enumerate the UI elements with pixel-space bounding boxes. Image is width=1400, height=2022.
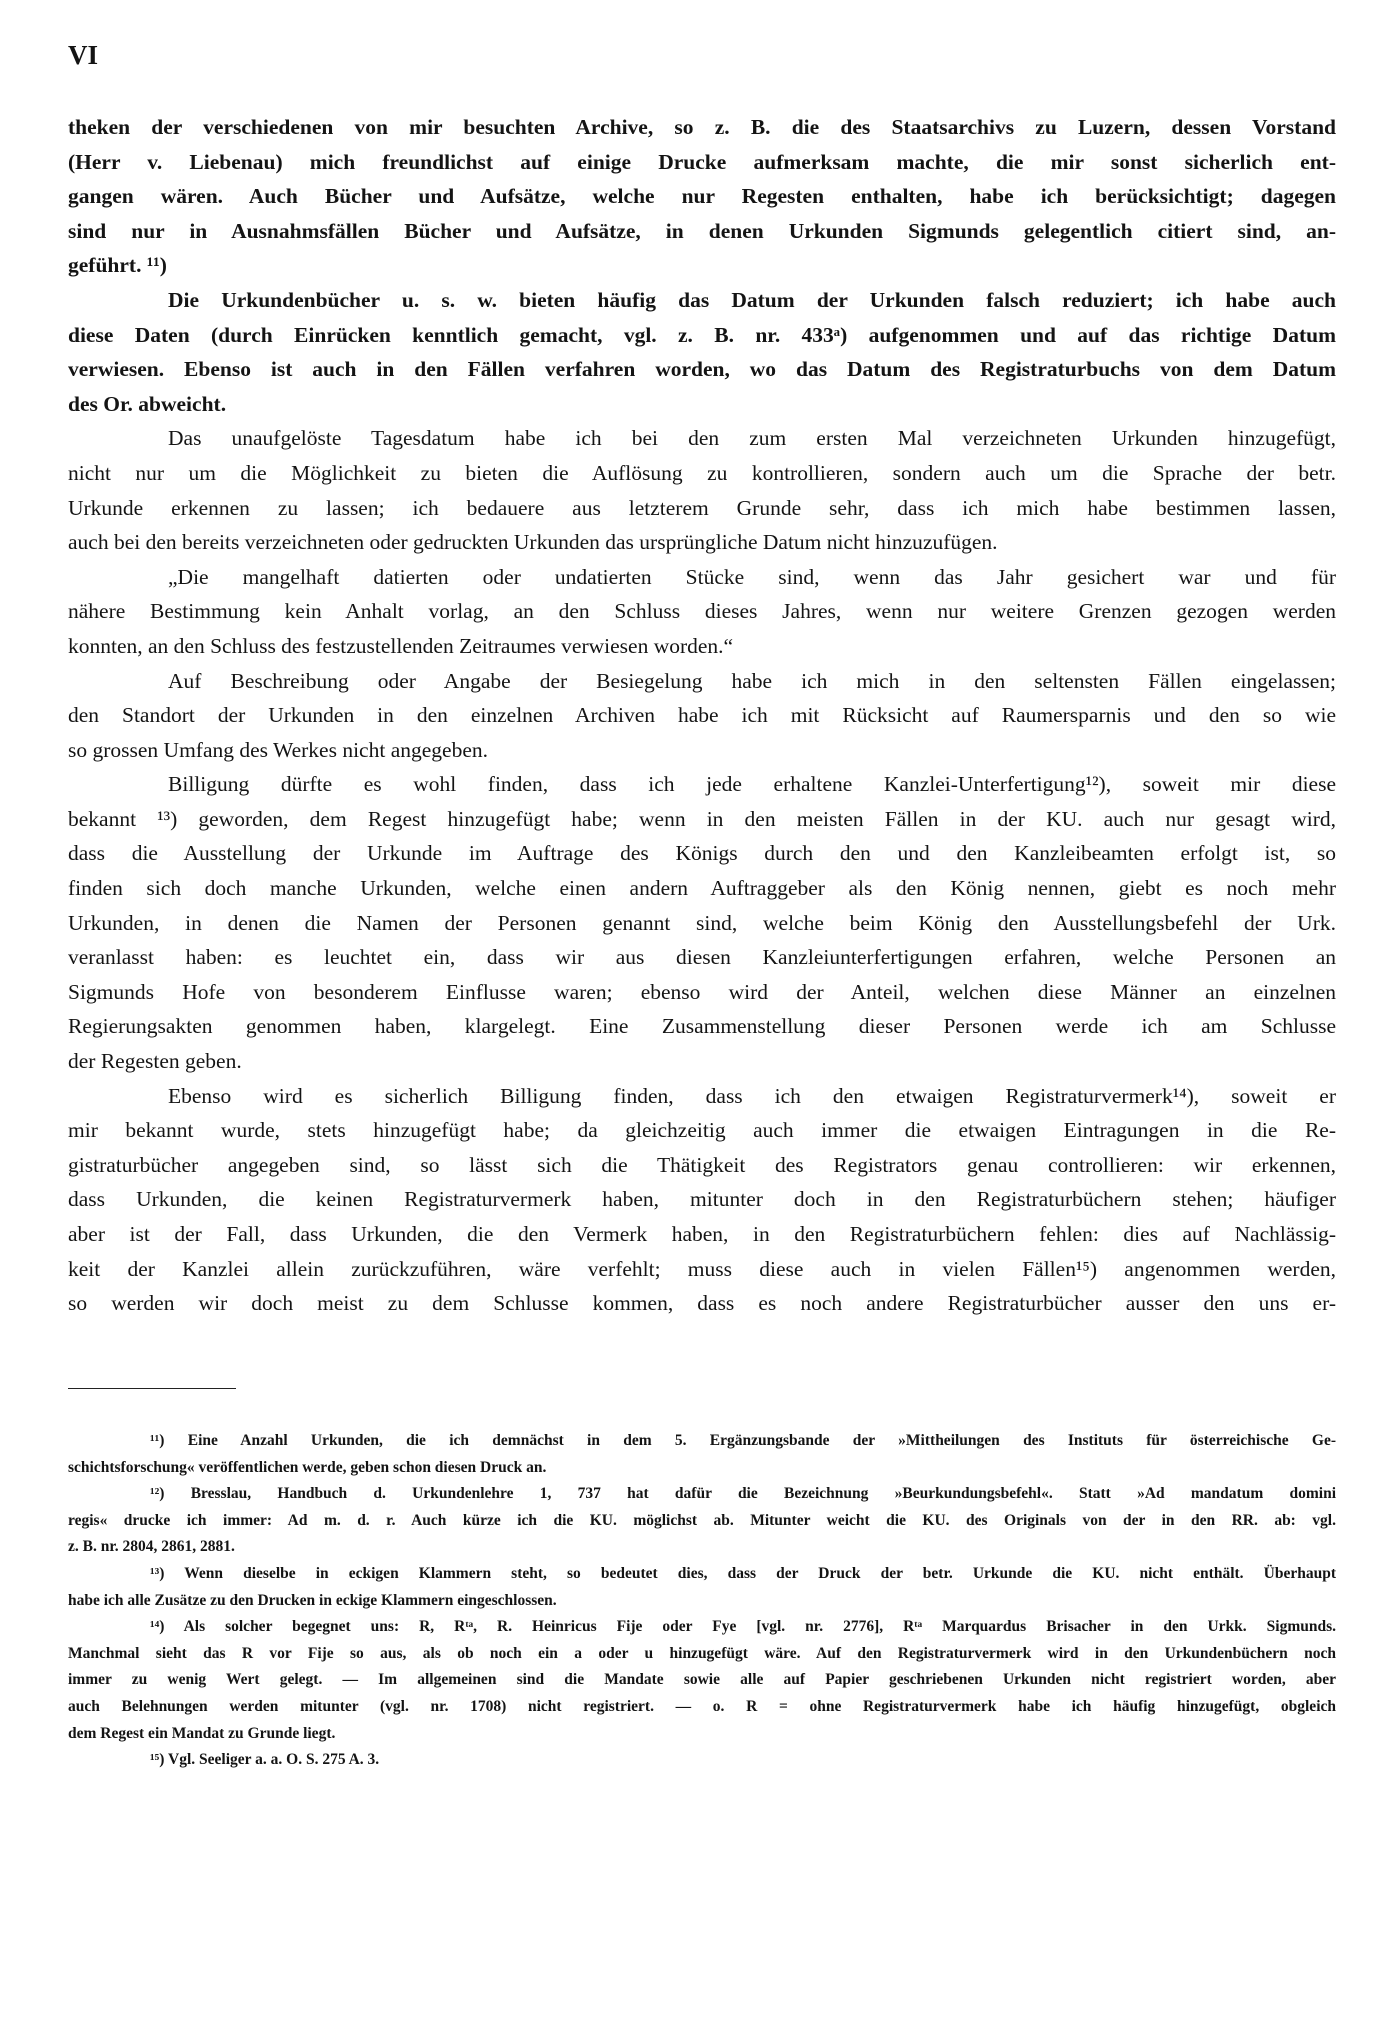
text-line: „Die mangelhaft datierten oder undatierten Stücke sind, wenn das Jahr gesichert war und für: [168, 564, 1336, 589]
text-line: Regierungsakten genommen haben, klargelegt. Eine Zusammenstellung dieser Personen werde ich am Schlusse: [68, 1014, 1336, 1039]
text-line: auch bei den bereits verzeichneten oder gedruckten Urkunden das ursprüngliche Datum nicht hinzuzufügen.: [68, 530, 998, 555]
footnote-line: Manchmal sieht das R vor Fije so aus, als ob noch ein a oder u hinzugefügt wäre. Auf den Registraturvermerk wird in den Urkundenbüchern noch: [68, 1644, 1336, 1662]
text-line: konnten, an den Schluss des festzustellenden Zeitraumes verwiesen worden.“: [68, 633, 734, 658]
text-line: gangen wären. Auch Bücher und Aufsätze, welche nur Regesten enthalten, habe ich berücksichtigt; dagegen: [68, 184, 1336, 209]
footnote-line: z. B. nr. 2804, 2861, 2881.: [68, 1538, 235, 1556]
text-line: bekannt ¹³) geworden, dem Regest hinzugefügt habe; wenn in den meisten Fällen in der KU. auch nur gesagt wird,: [68, 806, 1336, 831]
footnotes: [68, 1428, 1336, 1774]
footnote-line: immer zu wenig Wert gelegt. — Im allgemeinen sind die Mandate sowie alle auf Papier geschriebenen Urkunden nicht registriert worden, aber: [68, 1671, 1336, 1689]
footnote-line: habe ich alle Zusätze zu den Drucken in eckige Klammern eingeschlossen.: [68, 1591, 557, 1609]
text-line: veranlasst haben: es leuchtet ein, dass wir aus diesen Kanzleiunterfertigungen erfahren, welche Personen an: [68, 945, 1336, 970]
text-line: gistraturbücher angegeben sind, so lässt sich die Thätigkeit des Registrators genau controllieren: wir erkennen,: [68, 1152, 1336, 1177]
text-line: theken der verschiedenen von mir besuchten Archive, so z. B. die des Staatsarchivs zu Luzern, dessen Vorstand: [68, 115, 1336, 139]
footnote-line: ¹⁵) Vgl. Seeliger a. a. O. S. 275 A. 3.: [150, 1751, 380, 1769]
text-line: finden sich doch manche Urkunden, welche einen andern Auftraggeber als den König nennen, giebt es noch mehr: [68, 876, 1336, 901]
footnote-line: dem Regest ein Mandat zu Grunde liegt.: [68, 1724, 336, 1742]
footnote-line: ¹²) Bresslau, Handbuch d. Urkundenlehre 1, 737 hat dafür die Bezeichnung »Beurkundungsbefehl«. Statt »Ad mandatum domini: [150, 1485, 1336, 1503]
text-line: des Or. abweicht.: [68, 391, 227, 416]
text-line: Sigmunds Hofe von besonderem Einflusse waren; ebenso wird der Anteil, welchen diese Männer an einzelnen: [68, 979, 1336, 1004]
footnote-line: ¹¹) Eine Anzahl Urkunden, die ich demnächst in dem 5. Ergänzungsbande der »Mittheilungen des Instituts für österreichische Ge-: [150, 1432, 1336, 1449]
text-line: diese Daten (durch Einrücken kenntlich gemacht, vgl. z. B. nr. 433ᵃ) aufgenommen und auf das richtige Datum: [68, 322, 1336, 347]
text-line: nähere Bestimmung kein Anhalt vorlag, an den Schluss dieses Jahres, wenn nur weitere Grenzen gezogen werden: [68, 599, 1336, 624]
footnote-line: auch Belehnungen werden mitunter (vgl. nr. 1708) nicht registriert. — o. R = ohne Registraturvermerk habe ich häufig hinzugefügt, obgleich: [68, 1697, 1336, 1715]
text-line: nicht nur um die Möglichkeit zu bieten die Auflösung zu kontrollieren, sondern auch um die Sprache der betr.: [68, 460, 1336, 485]
footnote-line: regis« drucke ich immer: Ad m. d. r. Auch kürze ich die KU. möglichst ab. Mitunter weicht die KU. des Originals von der in den RR. ab: vgl.: [68, 1511, 1336, 1529]
text-line: aber ist der Fall, dass Urkunden, die den Vermerk haben, in den Registraturbüchern fehlen: dies auf Nachlässig-: [68, 1222, 1336, 1246]
footnote-line: schichtsforschung« veröffentlichen werde, geben schon diesen Druck an.: [68, 1458, 547, 1476]
footnote-separator: [68, 1388, 236, 1389]
text-line: keit der Kanzlei allein zurückzuführen, wäre verfehlt; muss diese auch in vielen Fällen¹⁵) angenommen werden,: [68, 1256, 1336, 1281]
text-line: Auf Beschreibung oder Angabe der Besiegelung habe ich mich in den seltensten Fällen eingelassen;: [168, 668, 1336, 693]
footnote-line: ¹⁴) Als solcher begegnet uns: R, Rᵗᵃ, R. Heinricus Fije oder Fye [vgl. nr. 2776], Rᵗᵃ Marquardus Brisacher in den Urkk. Sigmunds.: [150, 1618, 1336, 1636]
text-line: den Standort der Urkunden in den einzelnen Archiven habe ich mit Rücksicht auf Raumersparnis und den so wie: [68, 703, 1336, 728]
text-line: Das unaufgelöste Tagesdatum habe ich bei den zum ersten Mal verzeichneten Urkunden hinzugefügt,: [168, 426, 1336, 451]
text-line: Die Urkundenbücher u. s. w. bieten häufig das Datum der Urkunden falsch reduziert; ich habe auch: [168, 287, 1336, 312]
text-line: Urkunde erkennen zu lassen; ich bedauere aus letzterem Grunde sehr, dass ich mich habe bestimmen lassen,: [68, 495, 1336, 520]
footnote-line: ¹³) Wenn dieselbe in eckigen Klammern steht, so bedeutet dies, dass der Druck der betr. Urkunde die KU. nicht enthält. Überhaupt: [150, 1564, 1336, 1582]
text-line: so werden wir doch meist zu dem Schlusse kommen, dass es noch andere Registraturbücher ausser den uns er-: [68, 1291, 1336, 1316]
text-line: der Regesten geben.: [68, 1049, 242, 1074]
text-line: so grossen Umfang des Werkes nicht angegeben.: [68, 737, 488, 762]
main-text: [68, 110, 1336, 1321]
text-line: geführt. ¹¹): [68, 253, 167, 278]
text-line: Billigung dürfte es wohl finden, dass ich jede erhaltene Kanzlei-Unterfertigung¹²), soweit mir diese: [168, 772, 1336, 797]
text-line: (Herr v. Liebenau) mich freundlichst auf einige Drucke aufmerksam machte, die mir sonst sicherlich ent-: [68, 149, 1336, 174]
text-line: mir bekannt wurde, stets hinzugefügt habe; da gleichzeitig auch immer die etwaigen Eintragungen in die Re-: [68, 1118, 1336, 1143]
text-line: dass die Ausstellung der Urkunde im Auftrage des Königs durch den und den Kanzleibeamten erfolgt ist, so: [68, 841, 1336, 866]
text-line: verwiesen. Ebenso ist auch in den Fällen verfahren worden, wo das Datum des Registraturbuchs von dem Datum: [68, 357, 1336, 382]
page-number: VI: [68, 40, 99, 70]
text-line: sind nur in Ausnahmsfällen Bücher und Aufsätze, in denen Urkunden Sigmunds gelegentlich citiert sind, an-: [68, 218, 1336, 243]
text-line: dass Urkunden, die keinen Registraturvermerk haben, mitunter doch in den Registraturbüchern stehen; häufiger: [68, 1187, 1336, 1212]
text-line: Urkunden, in denen die Namen der Personen genannt sind, welche beim König den Ausstellungsbefehl der Urk.: [68, 910, 1336, 935]
text-line: Ebenso wird es sicherlich Billigung finden, dass ich den etwaigen Registraturvermerk¹⁴), soweit er: [168, 1083, 1336, 1108]
